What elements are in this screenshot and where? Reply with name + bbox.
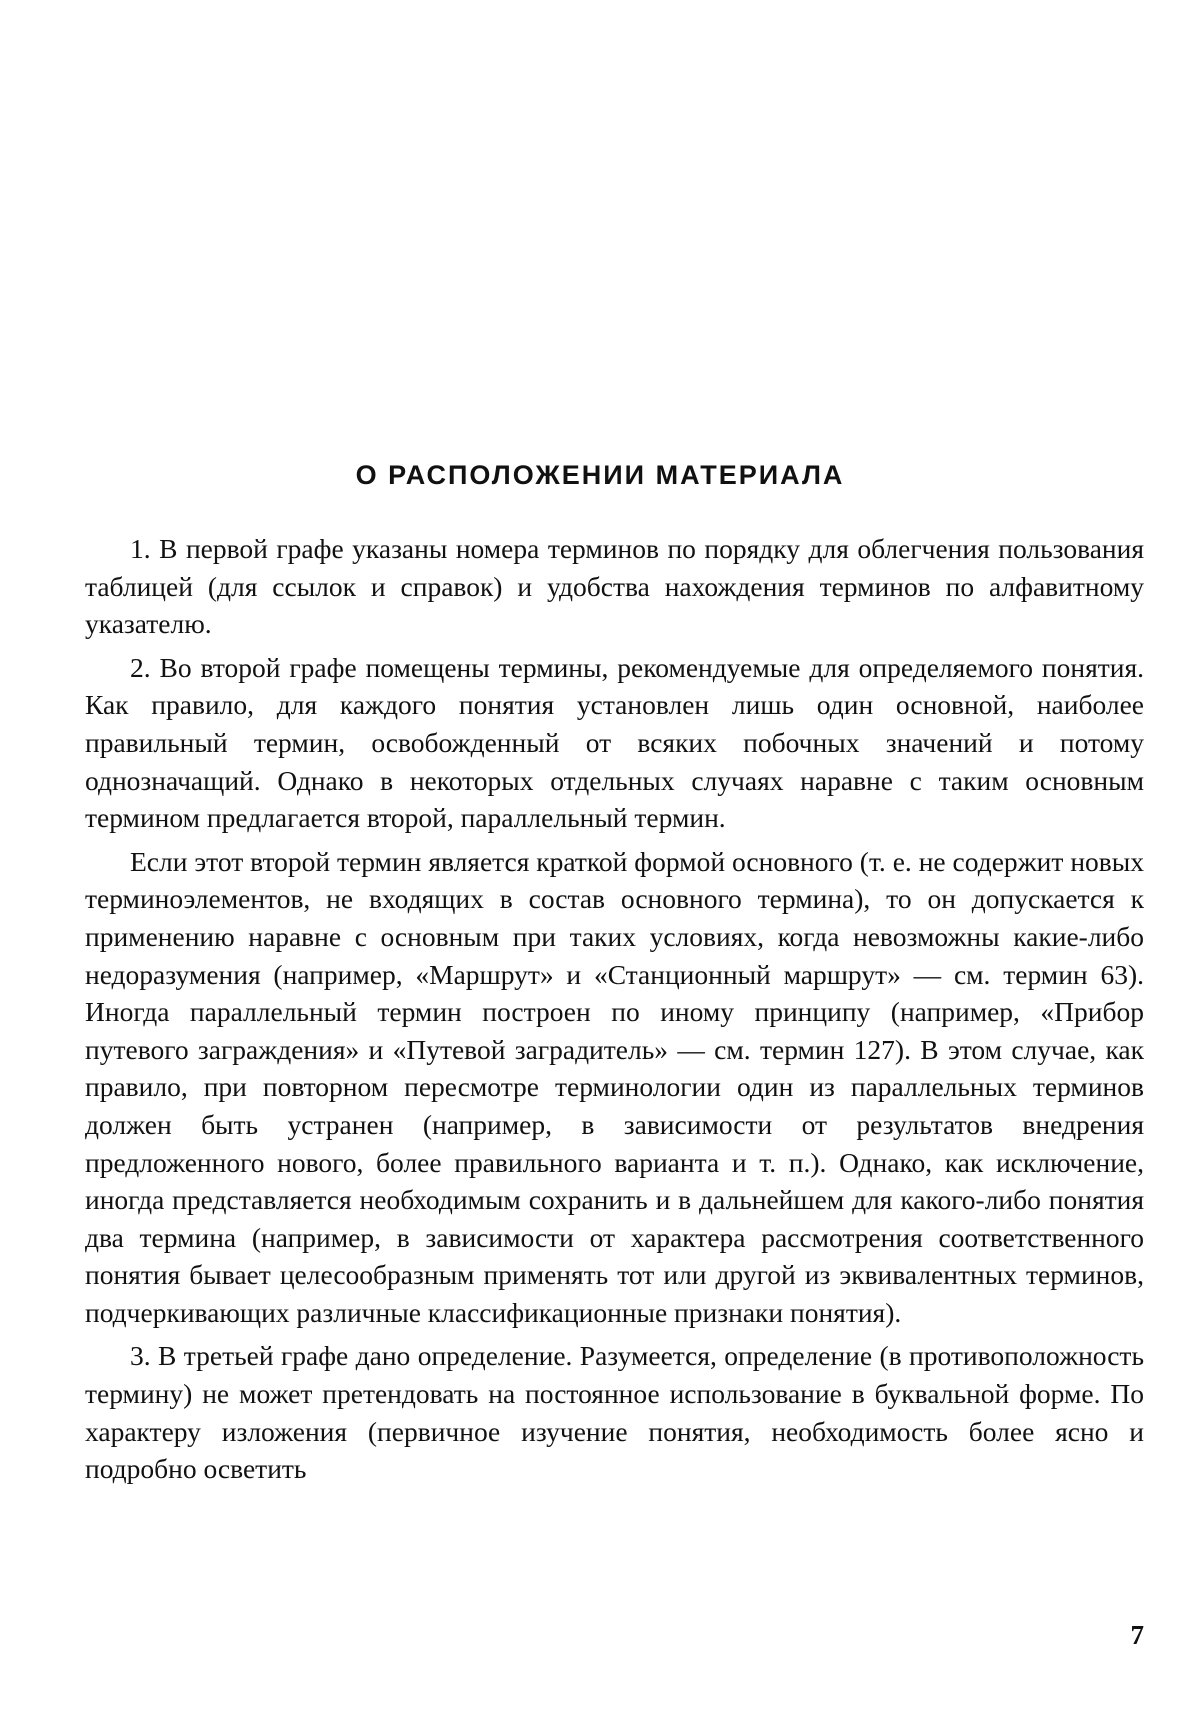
body-text xyxy=(85,530,1144,1494)
document-page xyxy=(0,0,1200,1729)
paragraph-4: 3. В третьей графе дано определение. Разумеется, определение (в противоположность термину) не может претендовать на постоянное использование в буквальной форме. По характеру изложения (первичное изучение понятия, необходимость более ясно и подробно осветить xyxy=(85,1337,1144,1487)
paragraph-1: 1. В первой графе указаны номера терминов по порядку для облегчения пользования таблицей (для ссылок и справок) и удобства нахождения терминов по алфавитному указателю. xyxy=(85,530,1144,643)
section-title: О РАСПОЛОЖЕНИИ МАТЕРИАЛА xyxy=(0,460,1200,491)
paragraph-2: 2. Во второй графе помещены термины, рекомендуемые для определяемого понятия. Как правило, для каждого понятия установлен лишь один основной, наиболее правильный термин, освобожденный от всяких побочных значений и потому однозначащий. Однако в некоторых отдельных случаях наравне с таким основным термином предлагается второй, параллельный термин. xyxy=(85,649,1144,837)
paragraph-3: Если этот второй термин является краткой формой основного (т. е. не содержит новых терминоэлементов, не входящих в состав основного термина), то он допускается к применению наравне с основным при таких условиях, когда невозможны какие-либо недоразумения (например, «Маршрут» и «Станционный маршрут» — см. термин 63). Иногда параллельный термин построен по иному принципу (например, «Прибор путевого заграждения» и «Путевой заградитель» — см. термин 127). В этом случае, как правило, при повторном пересмотре терминологии один из параллельных терминов должен быть устранен (например, в зависимости от результатов внедрения предложенного нового, более правильного варианта и т. п.). Однако, как исключение, иногда представляется необходимым сохранить и в дальнейшем для какого-либо понятия два термина (например, в зависимости от характера рассмотрения соответственного понятия бывает целесообразным применять тот или другой из эквивалентных терминов, подчеркивающих различные классификационные признаки понятия). xyxy=(85,843,1144,1332)
page-number: 7 xyxy=(1131,1620,1145,1651)
